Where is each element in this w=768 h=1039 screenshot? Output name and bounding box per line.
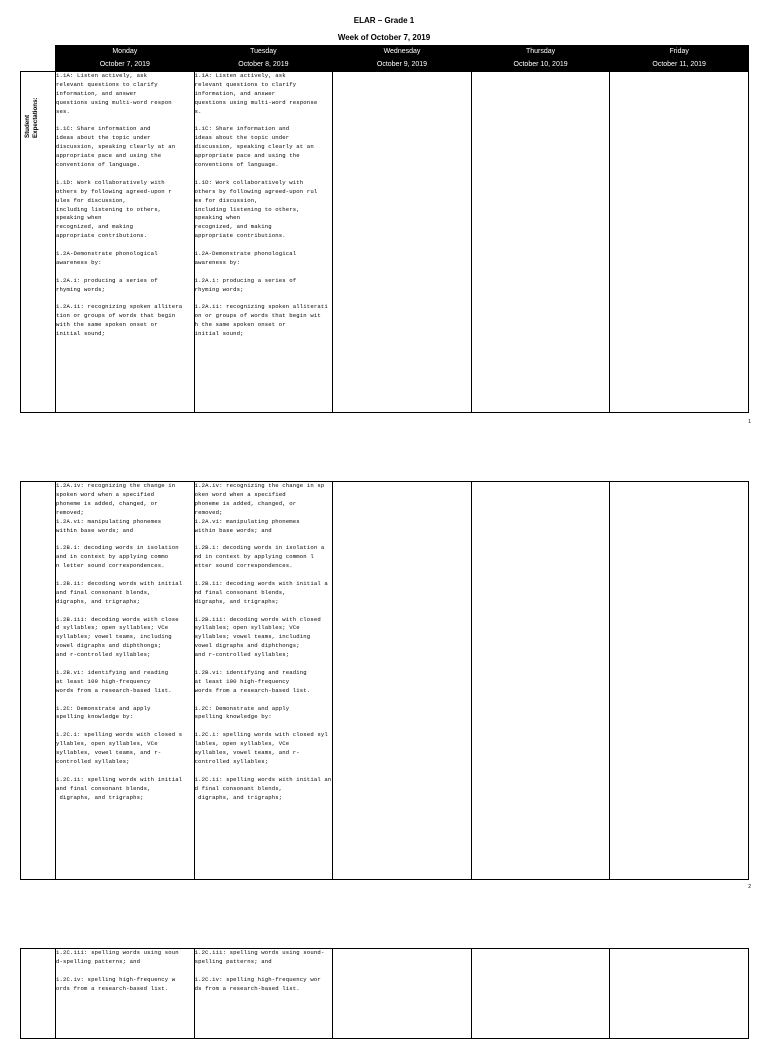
standard-entry: 1.1C: Share information and ideas about the topic under discussion, speaking clearly at an appropriate pace and using the conventions of language. — [56, 125, 176, 169]
standard-entry: 1.1C: Share information and ideas about the topic under discussion, speaking clearly at an appropriate pace and using the conventions of language. — [194, 125, 314, 169]
standard-entry: 1.2C: Demonstrate and apply spelling knowledge by: — [194, 704, 290, 721]
day-date-tuesday: October 8, 2019 — [194, 59, 333, 72]
page-number: 2 — [748, 884, 751, 890]
standard-entry: 1.2B.iii: decoding words with closed syllables; open syllables; VCe syllables; vowel teams, including vowel digraphs and diphthongs; and r-controlled syllables; — [194, 615, 321, 659]
day-date-monday: October 7, 2019 — [56, 59, 195, 72]
document-subtitle: Week of October 7, 2019 — [337, 33, 431, 42]
standard-entry: 1.2C.i: spelling words with closed syl lables, open syllables, VCe syllables, vowel teams, and r- controlled syllables; — [194, 731, 328, 765]
standard-entry: 1.2C.iv: spelling high-frequency w ords from a research-based list. — [56, 975, 176, 992]
lesson-plan-table-page-2 — [20, 481, 749, 880]
row-label-cell — [21, 72, 56, 413]
thursday-cell — [471, 949, 610, 1039]
row-label-cell — [21, 482, 56, 880]
monday-cell — [56, 72, 195, 413]
friday-cell — [610, 949, 749, 1039]
row-label-line-1: Student — [24, 114, 31, 138]
page-number: 1 — [748, 419, 751, 425]
friday-cell — [610, 72, 749, 413]
day-name-thursday: Thursday — [471, 46, 610, 59]
standard-entry: 1.1A: Listen actively, ask relevant questions to clarify information, and answer questions using multi-word respon ses. — [56, 72, 172, 115]
lesson-plan-table-page-1 — [20, 45, 749, 413]
header-corner — [21, 46, 56, 59]
standard-entry: 1.2A.iv: recognizing the change in sp oken word when a specified phoneme is added, changed, or removed; 1.2A.vi: manipulating phonemes within base words; and — [194, 482, 325, 534]
standard-entry: 1.2C.iii: spelling words using soun d-spelling patterns; and — [56, 949, 179, 965]
standard-entry: 1.2A.i: producing a series of rhyming words; — [56, 276, 158, 293]
row-label-cell — [21, 949, 56, 1039]
standard-entry: 1.2A.ii: recognizing spoken alliterati on or groups of words that begin wit h the same spoken onset or initial sound; — [194, 303, 328, 338]
thursday-cell — [471, 72, 610, 413]
thursday-cell — [471, 482, 610, 880]
standard-entry: 1.2C.ii: spelling words with initial and final consonant blends, digraphs, and trigraphs; — [56, 775, 183, 801]
lesson-plan-table-page-3 — [20, 948, 749, 1039]
monday-cell — [56, 949, 195, 1039]
document-title: ELAR – Grade 1 — [353, 16, 415, 25]
standard-entry: 1.1A: Listen actively, ask relevant questions to clarify information, and answer questions using multi-word response s. — [194, 72, 318, 115]
row-label-line-2: Expectations: — [32, 97, 39, 138]
standard-entry: 1.2A.ii: recognizing spoken allitera tion or groups of words that begin with the same spoken onset or initial sound; — [56, 303, 183, 338]
standard-entry: 1.1D: Work collaboratively with others by following agreed-upon rul es for discussion, including listening to others, speaking when recognized, and making appropriate contributions. — [194, 178, 318, 240]
standard-entry: 1.2B.ii: decoding words with initial and final consonant blends, digraphs, and trigraphs; — [56, 579, 183, 605]
standard-entry: 1.2C.ii: spelling words with initial an d final consonant blends, digraphs, and trigraphs; — [194, 775, 332, 801]
wednesday-cell — [333, 949, 472, 1039]
tuesday-cell — [194, 949, 333, 1039]
tuesday-cell — [194, 72, 333, 413]
standard-entry: 1.2C: Demonstrate and apply spelling knowledge by: — [56, 704, 151, 721]
standard-entry: 1.2C.iv: spelling high-frequency wor ds from a research-based list. — [194, 975, 321, 992]
wednesday-cell — [333, 482, 472, 880]
wednesday-cell — [333, 72, 472, 413]
standard-entry: 1.2C.iii: spelling words using sound- spelling patterns; and — [194, 949, 325, 965]
standard-entry: 1.2B.ii: decoding words with initial a nd final consonant blends, digraphs, and trigraphs; — [194, 579, 328, 605]
day-name-wednesday: Wednesday — [333, 46, 472, 59]
standard-entry: 1.2B.i: decoding words in isolation and in context by applying commo n letter sound correspondences. — [56, 544, 179, 570]
tuesday-cell — [194, 482, 333, 880]
header-corner — [21, 59, 56, 72]
standard-entry: 1.2A.iv: recognizing the change in spoken word when a specified phoneme is added, changed, or removed; 1.2A.vi: manipulating phonemes within base words; and — [56, 482, 176, 534]
day-name-friday: Friday — [610, 46, 749, 59]
standard-entry: 1.2A-Demonstrate phonological awareness by: — [194, 250, 297, 266]
day-date-friday: October 11, 2019 — [610, 59, 749, 72]
standard-entry: 1.2B.vi: identifying and reading at least 100 high-frequency words from a research-based list. — [56, 668, 172, 694]
day-name-monday: Monday — [56, 46, 195, 59]
standard-entry: 1.2C.i: spelling words with closed s yllables, open syllables, VCe syllables, vowel teams, and r- controlled syllables; — [56, 731, 183, 765]
day-date-wednesday: October 9, 2019 — [333, 59, 472, 72]
standard-entry: 1.1D: Work collaboratively with others by following agreed-upon r ules for discussion, including listening to others, speaking when recognized, and making appropriate contributions. — [56, 178, 172, 240]
day-name-tuesday: Tuesday — [194, 46, 333, 59]
standard-entry: 1.2B.vi: identifying and reading at least 100 high-frequency words from a research-based list. — [194, 668, 311, 694]
standard-entry: 1.2A-Demonstrate phonological awareness by: — [56, 250, 158, 266]
standard-entry: 1.2B.iii: decoding words with close d syllables; open syllables; VCe syllables; vowel teams, including vowel digraphs and diphthongs; and r-controlled syllables; — [56, 615, 179, 659]
day-date-thursday: October 10, 2019 — [471, 59, 610, 72]
friday-cell — [610, 482, 749, 880]
standard-entry: 1.2A.i: producing a series of rhyming words; — [194, 276, 297, 293]
monday-cell — [56, 482, 195, 880]
standard-entry: 1.2B.i: decoding words in isolation a nd in context by applying common l etter sound correspondences. — [194, 544, 325, 570]
